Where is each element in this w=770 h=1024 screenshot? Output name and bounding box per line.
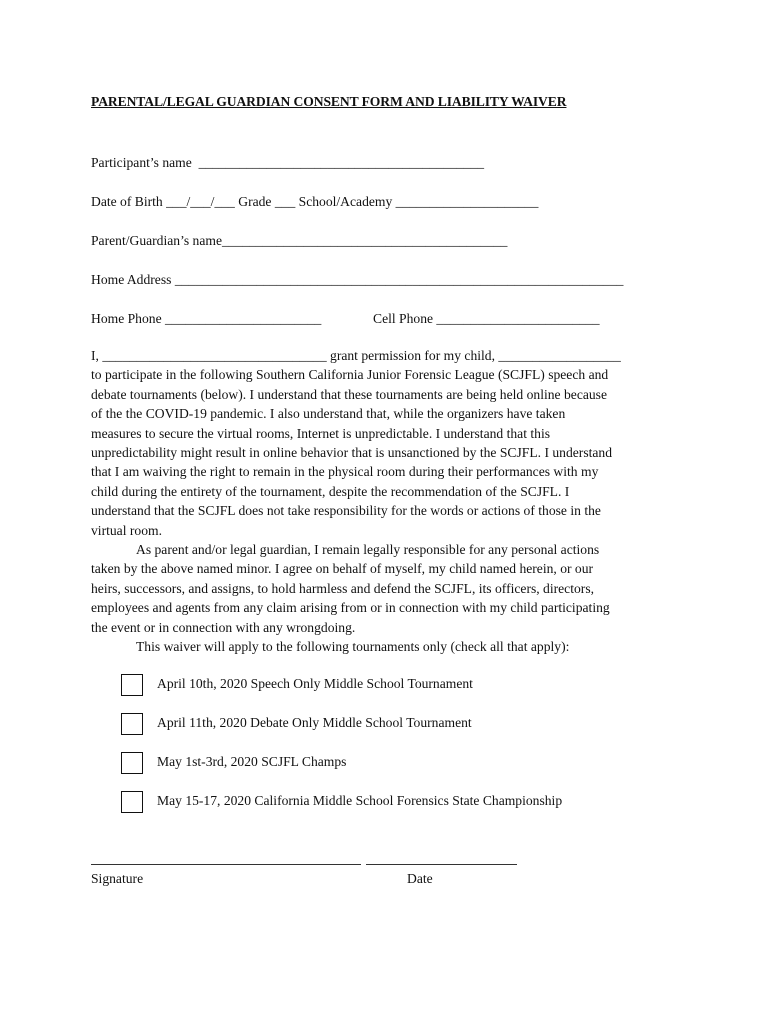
signature-line[interactable] [91, 864, 361, 865]
waiver-line: As parent and/or legal guardian, I remain legally responsible for any personal actions [136, 542, 600, 558]
form-title: PARENTAL/LEGAL GUARDIAN CONSENT FORM AND LIABILITY WAIVER [91, 94, 567, 109]
tournament-label: April 10th, 2020 Speech Only Middle School Tournament [157, 676, 473, 691]
waiver-line: debate tournaments (below). I understand that these tournaments are being held online because [91, 386, 608, 402]
waiver-line: that I am waiving the right to remain in the physical room during their performances with my [91, 464, 599, 480]
tournament-checkbox[interactable] [121, 713, 143, 735]
waiver-line: virtual room. [91, 522, 162, 538]
date-line[interactable] [366, 864, 517, 865]
waiver-line: to participate in the following Southern California Junior Forensic League (SCJFL) speech and [91, 367, 609, 383]
tournament-label: May 15-17, 2020 California Middle School Forensics State Championship [157, 793, 563, 808]
dob-grade-school-field[interactable]: Date of Birth ___/___/___ Grade ___ School/Academy _____________________ [91, 194, 539, 209]
waiver-line: heirs, successors, and assigns, to hold harmless and defend the SCJFL, its officers, directors, [91, 580, 595, 596]
home-address-field[interactable]: Home Address __________________________________________________________________ [91, 272, 624, 287]
home-phone-field[interactable]: Home Phone _______________________ [91, 311, 322, 326]
participant-name-field[interactable]: Participant’s name __________________________________________ [91, 155, 485, 170]
cell-phone-field[interactable]: Cell Phone ________________________ [373, 311, 600, 326]
waiver-line: This waiver will apply to the following tournaments only (check all that apply): [136, 639, 570, 655]
waiver-body [91, 346, 691, 657]
tournament-label: May 1st-3rd, 2020 SCJFL Champs [157, 754, 347, 769]
waiver-line: employees and agents from any claim arising from or in connection with my child participating [91, 600, 610, 616]
waiver-line: unpredictability might result in online behavior that is unsanctioned by the SCJFL. I understand [91, 445, 613, 461]
signature-label: Signature [91, 871, 144, 886]
waiver-line: understand that the SCJFL does not take responsibility for the words or actions of those in the [91, 503, 601, 519]
waiver-line: child during the entirety of the tournament, despite the recommendation of the SCJFL. I [91, 483, 570, 499]
tournament-label: April 11th, 2020 Debate Only Middle School Tournament [157, 715, 472, 730]
guardian-name-field[interactable]: Parent/Guardian’s name__________________________________________ [91, 233, 508, 248]
date-label: Date [407, 871, 433, 886]
waiver-line: I, _________________________________ grant permission for my child, __________________ [91, 348, 621, 363]
waiver-line: taken by the above named minor. I agree on behalf of myself, my child named herein, or our [91, 561, 594, 577]
tournament-checkbox[interactable] [121, 674, 143, 696]
waiver-line: measures to secure the virtual rooms, Internet is unpredictable. I understand that this [91, 425, 551, 441]
tournament-checkbox[interactable] [121, 752, 143, 774]
waiver-line: of the the COVID-19 pandemic. I also understand that, while the organizers have taken [91, 406, 566, 422]
waiver-line: the event or in connection with any wrongdoing. [91, 619, 356, 635]
tournament-checkbox[interactable] [121, 791, 143, 813]
